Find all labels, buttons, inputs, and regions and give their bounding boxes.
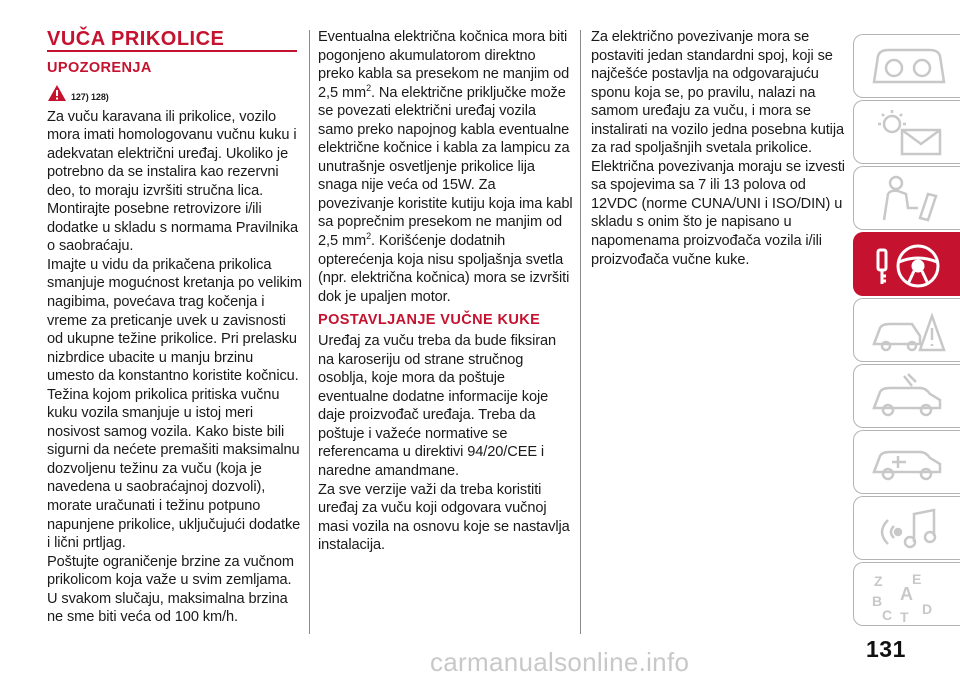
index-letter: B — [872, 593, 883, 609]
index-letter: E — [912, 571, 922, 587]
paragraph: Za vuču karavana ili prikolice, vozilo mora imati homologovanu vučnu kuku i adekvatan električni uređaj. Ukoliko je potrebno da se instalira kao rezervni deo, to moraju izvršiti stručna lica. — [47, 108, 297, 199]
paragraph — [318, 28, 574, 306]
column-2 — [318, 28, 574, 555]
steering-key-icon — [868, 240, 948, 290]
text-run: Eventualna električna kočnica mora biti pogonjeno akumulatorom direktno preko kabla sa presekom ne manjim od 2,5 mm — [318, 29, 570, 101]
technical-data-icon — [868, 438, 948, 488]
warning-refs: 127) 128) — [71, 91, 109, 102]
tab-emergency[interactable] — [853, 298, 960, 362]
column-3 — [591, 28, 847, 269]
paragraph: Montirajte posebne retrovizore i/ili dodatke u skladu s normama Pravilnika o saobraćaju. — [47, 201, 299, 255]
index-icon — [868, 570, 948, 624]
warning-triangle-icon — [47, 84, 67, 102]
seat-safety-icon — [868, 174, 948, 224]
tab-warning-lights[interactable] — [853, 100, 960, 164]
text-run: . Na električne priključke može se povezati električni uređaj vozila samo preko napojnog kabla eventualne električne kočnice i kabla za lampicu za unutrašnje osvetljenje prikolice lija snaga nije veća od 15W. Za povezivanje koristite kutiju koja ima kabl sa poprečnim presekom ne manjim od 2,5 mm — [318, 84, 573, 250]
tab-maintenance[interactable] — [853, 364, 960, 428]
dashboard-icon — [868, 42, 948, 92]
tab-index[interactable] — [853, 562, 960, 626]
watermark: carmanualsonline.info — [430, 647, 690, 677]
tab-seat-safety[interactable] — [853, 166, 960, 230]
text-run: . Korišćenje dodatnih opterećenja koja nisu spoljašnja svetla (npr. električna kočnica) mora se izvršiti dok je upaljen motor. — [318, 233, 570, 305]
section-title: VUČA PRIKOLICE — [47, 28, 225, 50]
maintenance-icon — [868, 372, 948, 422]
column-divider — [309, 30, 310, 634]
tab-dashboard[interactable] — [853, 34, 960, 98]
warning-lights-icon — [868, 108, 948, 158]
warnings-heading: UPOZORENJA — [47, 59, 152, 76]
index-letter: T — [900, 609, 909, 624]
superscript: 2 — [366, 231, 371, 242]
paragraph: Električna povezivanja moraju se izvesti sa spojevima sa 7 ili 13 polova od 12VDC (norme CUNA/UNI i ISO/DIN) u skladu s onim što je napisano u napomenama proizvođača vozila i/ili proizvođača vučne kuke. — [591, 158, 845, 268]
index-letter: D — [922, 601, 933, 617]
page-number: 131 — [866, 636, 906, 662]
column-divider — [580, 30, 581, 634]
paragraph: Imajte u vidu da prikačena prikolica smanjuje mogućnost kretanja po velikim nagibima, povećava trag kočenja i vreme za preticanje uvek u zavisnosti od ukupne težine prikolice. Pri prelasku nizbrdice ubacite u manju brzinu umesto da konstantno koristite kočnicu. Težina kojom prikolica pritiska vučnu kuku vozila smanjuje u istoj meri nosivost samog vozila. Kako biste bili sigurni da nećete premašiti maksimalnu dozvoljenu težinu za vuču (koja je navedena u saobraćajnoj dozvoli), morate uračunati i težinu potpuno napunjene prikolice, uključujući dodatke i lični prtljag. — [47, 256, 302, 552]
paragraph: Poštujte ograničenje brzine za vučnom prikolicom koja važe u svim zemljama. U svakom slučaju, maksimalna brzina ne sme biti veća od 100 km/h. — [47, 553, 294, 626]
index-letter: C — [882, 607, 893, 623]
tab-technical-data[interactable] — [853, 430, 960, 494]
index-letter: Z — [874, 573, 883, 589]
tab-multimedia[interactable] — [853, 496, 960, 560]
emergency-icon — [868, 306, 948, 356]
warning-reference — [47, 82, 303, 102]
superscript: 2 — [366, 82, 371, 93]
paragraph: Za sve verzije važi da treba koristiti uređaj za vuču koji odgovara vučnoj masi vozila na osnovu koje se nastavlja instalacija. — [318, 481, 570, 554]
column-1 — [47, 28, 303, 627]
title-rule — [47, 50, 297, 52]
paragraph: Uređaj za vuču treba da bude fiksiran na karoseriju od strane stručnog osoblja, koje mora da poštuje eventualne dodatne informacije koje daje proizvođač uređaja. Treba da poštuje i važeće normative se referencama u direktivi 94/20/CEE i naredne amandmane. — [318, 333, 557, 480]
paragraph: Za električno povezivanje mora se postaviti jedan standardni spoj, koji se najčešće postavlja na odgovarajuću sponu koja se, po pravilu, nalazi na samom uređaju za vuču, i mora se instalirati na vozilo jedna posebna kutija za rad spoljašnjih svetala prikolice. — [591, 29, 844, 157]
index-letter: A — [900, 584, 913, 604]
install-heading: POSTAVLJANJE VUČNE KUKE — [318, 312, 541, 329]
multimedia-icon — [868, 504, 948, 554]
tab-starting-driving[interactable] — [853, 232, 960, 296]
